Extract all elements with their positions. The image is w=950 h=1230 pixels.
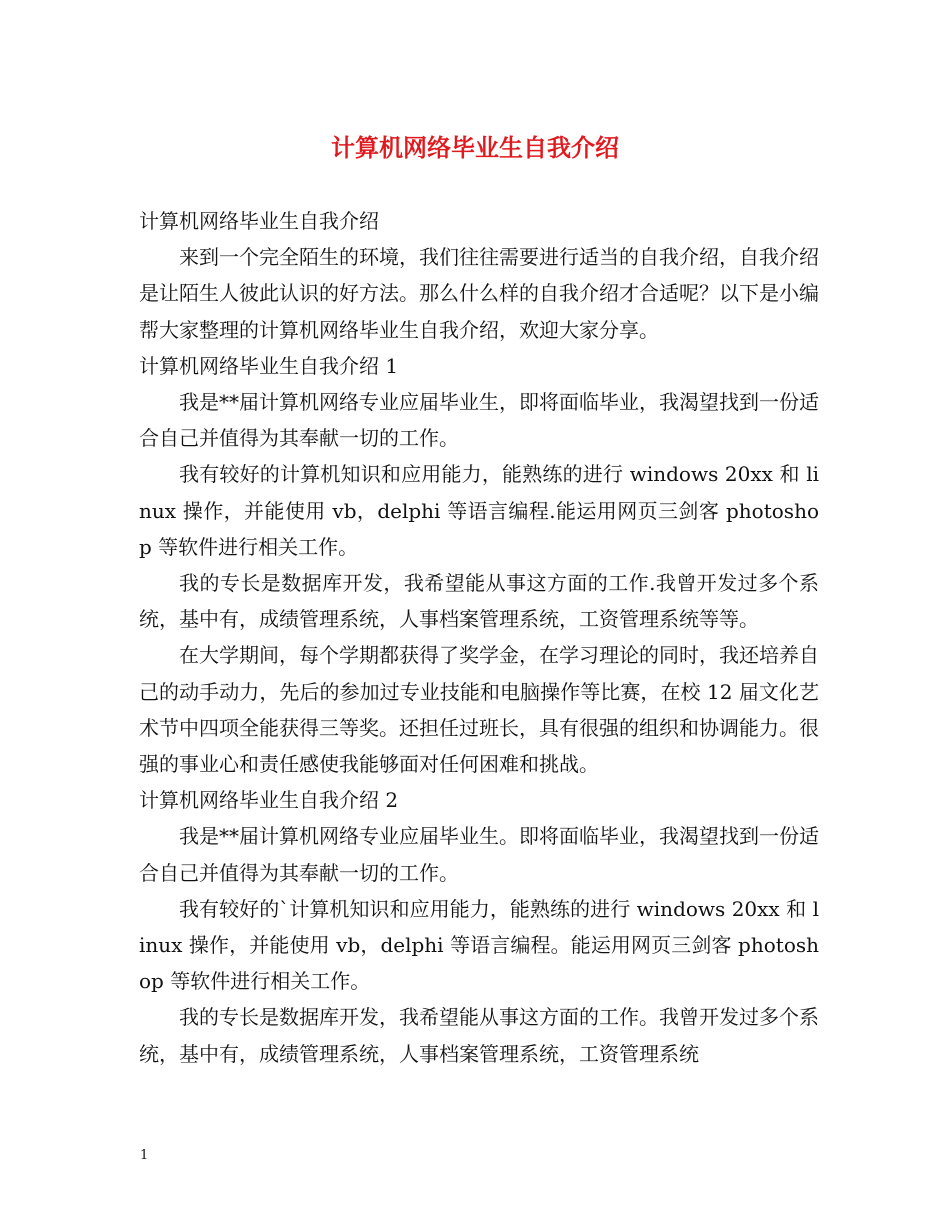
document-body [139, 203, 819, 1072]
paragraph: 来到一个完全陌生的环境，我们往往需要进行适当的自我介绍，自我介绍是让陌生人彼此认识的好方法。那么什么样的自我介绍才合适呢？以下是小编帮大家整理的计算机网络毕业生自我介绍，欢迎大家分享。 [139, 245, 819, 342]
document-title: 计算机网络毕业生自我介绍 [331, 133, 619, 162]
paragraph: 我有较好的`计算机知识和应用能力，能熟练的进行 windows 20xx 和 linux 操作，并能使用 vb，delphi 等语言编程。能运用网页三剑客 photoshop 等软件进行相关工作。 [139, 896, 819, 994]
paragraph: 我的专长是数据库开发，我希望能从事这方面的工作.我曾开发过多个系统，基中有，成绩管理系统，人事档案管理系统，工资管理系统等等。 [139, 571, 819, 632]
paragraph: 计算机网络毕业生自我介绍 [139, 209, 379, 233]
page-number: 1 [140, 1148, 149, 1163]
paragraph: 在大学期间，每个学期都获得了奖学金，在学习理论的同时，我还培养自己的动手动力，先后的参加过专业技能和电脑操作等比赛，在校 12 届文化艺术节中四项全能获得三等奖。还担任过班长，具有很强的组织和协调能力。很强的事业心和责任感使我能够面对任何困难和挑战。 [139, 643, 819, 777]
paragraph: 我是**届计算机网络专业应届毕业生，即将面临毕业，我渴望找到一份适合自己并值得为其奉献一切的工作。 [139, 390, 819, 451]
paragraph: 计算机网络毕业生自我介绍 2 [139, 788, 399, 813]
paragraph: 我是**届计算机网络专业应届毕业生。即将面临毕业，我渴望找到一份适合自己并值得为其奉献一切的工作。 [139, 824, 819, 885]
paragraph: 计算机网络毕业生自我介绍 1 [139, 353, 399, 378]
paragraph: 我有较好的计算机知识和应用能力，能熟练的进行 windows 20xx 和 linux 操作，并能使用 vb，delphi 等语言编程.能运用网页三剑客 photoshop 等软件进行相关工作。 [139, 462, 819, 559]
paragraph: 我的专长是数据库开发，我希望能从事这方面的工作。我曾开发过多个系统，基中有，成绩管理系统，人事档案管理系统，工资管理系统 [139, 1005, 819, 1066]
